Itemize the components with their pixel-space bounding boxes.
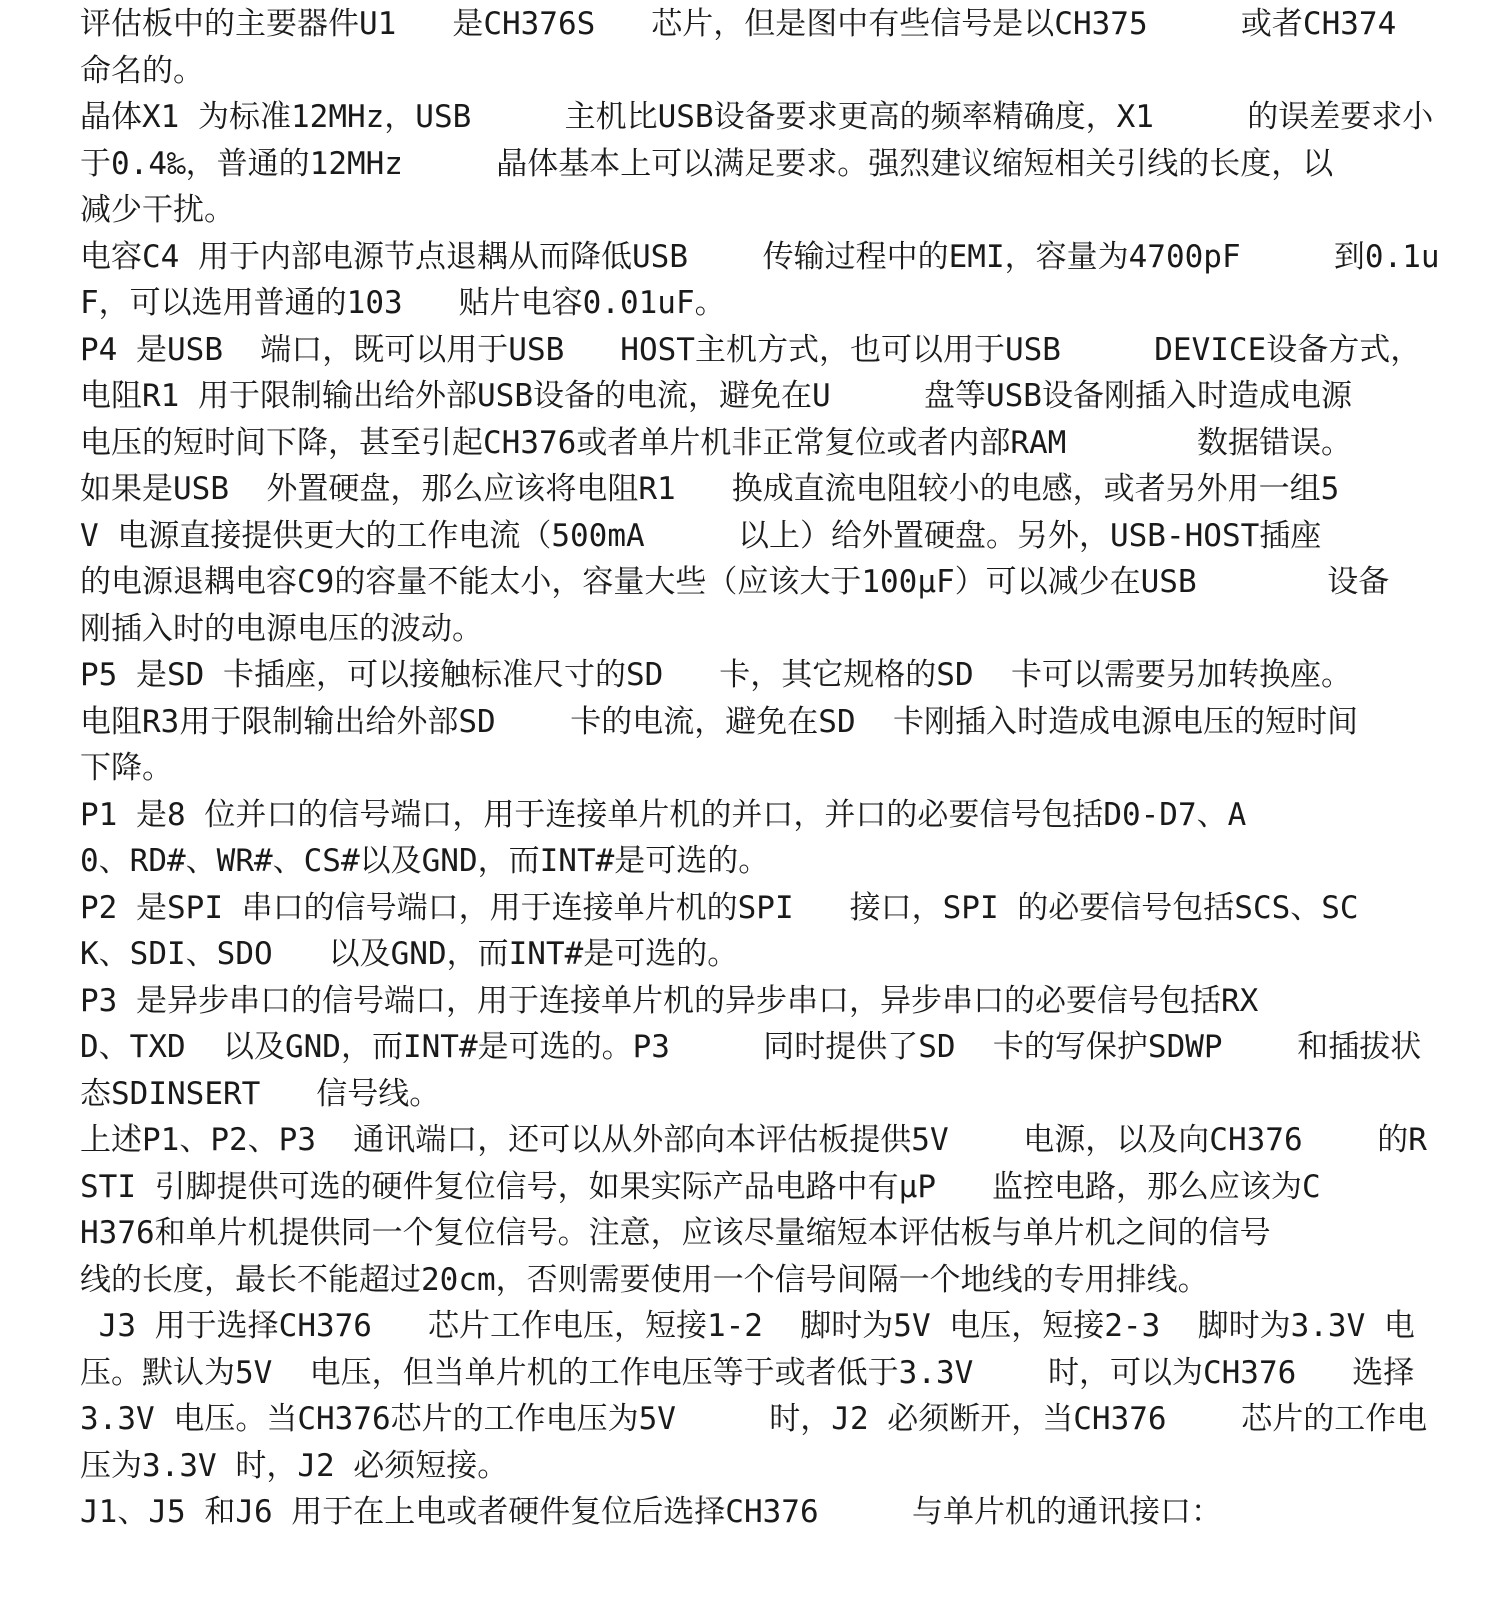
text-line: 电阻R1 用于限制输出给外部USB设备的电流，避免在U 盘等USB设备刚插入时造成电源: [80, 378, 1352, 414]
text-line: 晶体X1 为标准12MHz，USB 主机比USB设备要求更高的频率精确度，X1 的误差要求小: [80, 99, 1434, 135]
text-line: 电压的短时间下降，甚至引起CH376或者单片机非正常复位或者内部RAM 数据错误。: [80, 424, 1352, 461]
text-line: 命名的。: [80, 52, 204, 89]
text-line: D、TXD 以及GND，而INT#是可选的。P3 同时提供了SD 卡的写保护SDWP 和插拔状: [80, 1029, 1422, 1065]
text-line: 下降。: [80, 750, 173, 786]
text-line: 刚插入时的电源电压的波动。: [80, 610, 483, 647]
text-line: 线的长度，最长不能超过20cm，否则需要使用一个信号间隔一个地线的专用排线。: [80, 1261, 1209, 1298]
text-line: 电容C4 用于内部电源节点退耦从而降低USB 传输过程中的EMI，容量为4700pF 到0.1u: [80, 238, 1440, 275]
text-line: V 电源直接提供更大的工作电流（500mA 以上）给外置硬盘。另外，USB-HOST插座: [80, 517, 1322, 554]
text-line: 3.3V 电压。当CH376芯片的工作电压为5V 时，J2 必须断开，当CH376 芯片的工作电: [80, 1401, 1428, 1437]
text-line: 于0.4‰，普通的12MHz 晶体基本上可以满足要求。强烈建议缩短相关引线的长度，以: [80, 145, 1334, 182]
text-line: P2 是SPI 串口的信号端口，用于连接单片机的SPI 接口，SPI 的必要信号包括SCS、SC: [80, 889, 1359, 926]
text-line: 的电源退耦电容C9的容量不能太小，容量大些（应该大于100μF）可以减少在USB 设备: [80, 564, 1390, 600]
text-line: J1、J5 和J6 用于在上电或者硬件复位后选择CH376 与单片机的通讯接口：: [80, 1494, 1222, 1530]
text-line: P1 是8 位并口的信号端口，用于连接单片机的并口，并口的必要信号包括D0-D7、A: [80, 796, 1247, 833]
text-line: H376和单片机提供同一个复位信号。注意，应该尽量缩短本评估板与单片机之间的信号: [80, 1215, 1271, 1251]
text-line: 压。默认为5V 电压，但当单片机的工作电压等于或者低于3.3V 时，可以为CH376 选择: [80, 1354, 1415, 1391]
text-line: 评估板中的主要器件U1 是CH376S 芯片，但是图中有些信号是以CH375 或者CH374: [80, 6, 1397, 42]
text-line: 电阻R3用于限制输出给外部SD 卡的电流，避免在SD 卡刚插入时造成电源电压的短时间: [80, 703, 1358, 740]
text-line: J3 用于选择CH376 芯片工作电压，短接1-2 脚时为5V 电压，短接2-3 脚时为3.3V 电: [80, 1308, 1415, 1344]
text-line: 减少干扰。: [80, 192, 235, 228]
text-line: P4 是USB 端口，既可以用于USB HOST主机方式，也可以用于USB DEVICE设备方式，: [80, 331, 1422, 368]
text-line: K、SDI、SDO 以及GND，而INT#是可选的。: [80, 936, 739, 972]
text-line: 如果是USB 外置硬盘，那么应该将电阻R1 换成直流电阻较小的电感，或者另外用一组5: [80, 471, 1340, 507]
text-line: P5 是SD 卡插座，可以接触标准尺寸的SD 卡，其它规格的SD 卡可以需要另加转换座。: [80, 657, 1352, 693]
text-line: STI 引脚提供可选的硬件复位信号，如果实际产品电路中有μP 监控电路，那么应该为C: [80, 1168, 1321, 1205]
text-line: P3 是异步串口的信号端口，用于连接单片机的异步串口，异步串口的必要信号包括RX: [80, 982, 1259, 1019]
text-line: 态SDINSERT 信号线。: [80, 1075, 441, 1112]
text-line: 上述P1、P2、P3 通讯端口，还可以从外部向本评估板提供5V 电源，以及向CH376 的R: [80, 1122, 1427, 1158]
text-line: 压为3.3V 时，J2 必须短接。: [80, 1447, 509, 1484]
text-line: F，可以选用普通的103 贴片电容0.01uF。: [80, 285, 726, 321]
text-line: 0、RD#、WR#、CS#以及GND，而INT#是可选的。: [80, 843, 770, 879]
